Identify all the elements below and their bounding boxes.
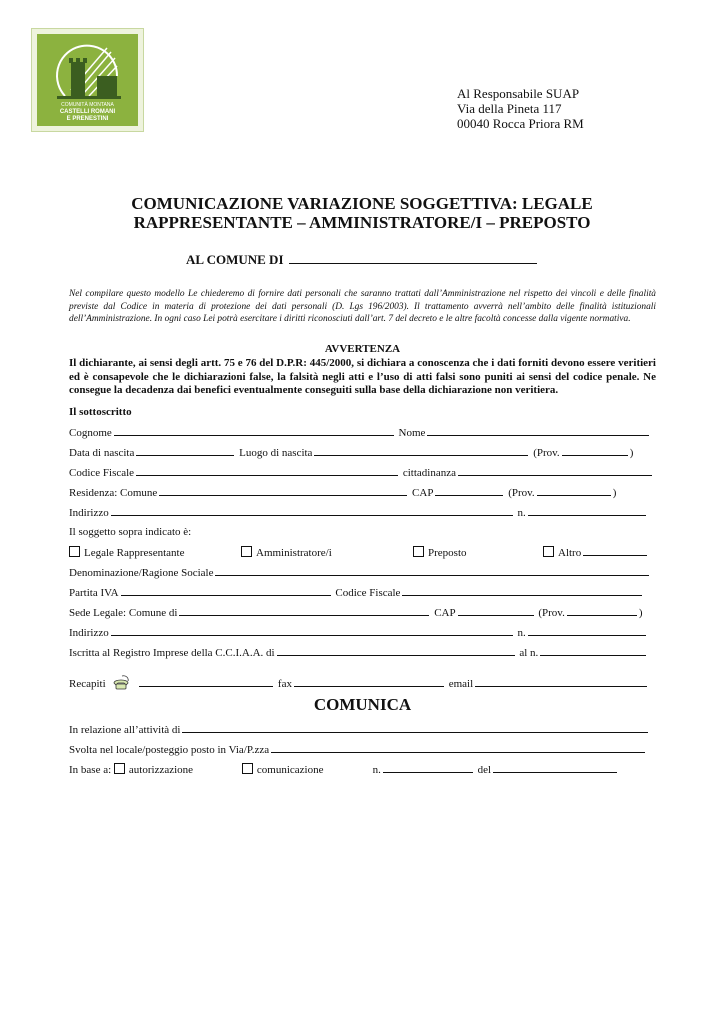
sede-prov-input[interactable] bbox=[567, 606, 637, 616]
row-recapiti bbox=[69, 674, 649, 690]
cciaa-input[interactable] bbox=[277, 646, 515, 656]
recipient-line2: Via della Pineta 117 bbox=[457, 101, 562, 116]
row-denominazione bbox=[69, 566, 651, 579]
partita-iva-input[interactable] bbox=[121, 586, 331, 596]
checkbox-comunicazione[interactable] bbox=[242, 763, 253, 774]
row-sede-indirizzo bbox=[69, 626, 648, 639]
data-nascita-label: Data di nascita bbox=[69, 447, 135, 459]
option-comunicazione[interactable] bbox=[242, 763, 370, 776]
codice-fiscale-input[interactable] bbox=[136, 466, 398, 476]
recipient-line1: Al Responsabile SUAP bbox=[457, 86, 580, 101]
nome-label: Nome bbox=[398, 427, 426, 439]
avvertenza-title: AVVERTENZA bbox=[324, 343, 401, 355]
row-ruolo-options bbox=[69, 546, 649, 559]
option-legale[interactable] bbox=[69, 546, 241, 559]
nome-input[interactable] bbox=[427, 426, 649, 436]
option-comunicazione-label: comunicazione bbox=[256, 764, 324, 776]
row-iscrizione bbox=[69, 646, 648, 659]
sede-legale-label: Sede Legale: Comune di bbox=[69, 607, 178, 619]
prov-label: (Prov. bbox=[533, 447, 560, 459]
sede-prov-label: (Prov. bbox=[538, 607, 565, 619]
residenza-cap-input[interactable] bbox=[435, 486, 503, 496]
option-preposto-label: Preposto bbox=[428, 547, 467, 559]
row-partita-iva bbox=[69, 586, 644, 599]
locale-input[interactable] bbox=[271, 743, 645, 753]
prov-close: ) bbox=[629, 447, 634, 459]
row-nascita bbox=[69, 446, 633, 459]
option-altro[interactable] bbox=[543, 547, 649, 559]
row-residenza bbox=[69, 486, 616, 499]
denominazione-input[interactable] bbox=[215, 566, 649, 576]
option-preposto[interactable] bbox=[413, 546, 543, 559]
sede-cap-input[interactable] bbox=[458, 606, 534, 616]
prov-nascita-input[interactable] bbox=[562, 446, 628, 456]
recipient-line3: 00040 Rocca Priora RM bbox=[457, 116, 584, 131]
sottoscritto-heading: Il sottoscritto bbox=[69, 406, 132, 418]
atto-numero-label: n. bbox=[372, 764, 381, 776]
codice-fiscale-impresa-input[interactable] bbox=[402, 586, 642, 596]
in-base-label: In base a: bbox=[69, 764, 112, 776]
atto-numero-input[interactable] bbox=[383, 763, 473, 773]
prov-close: ) bbox=[638, 607, 643, 619]
logo-text-line1: COMUNITÀ MONTANA bbox=[61, 102, 114, 108]
soggetto-label: Il soggetto sopra indicato è: bbox=[69, 526, 192, 538]
row-codice-fiscale bbox=[69, 466, 654, 479]
denominazione-label: Denominazione/Ragione Sociale bbox=[69, 567, 214, 579]
row-sede-legale bbox=[69, 606, 643, 619]
avvertenza-text: Il dichiarante, ai sensi degli artt. 75 e 76 del D.P.R: 445/2000, si dichiara a conoscenza che i dati forniti devono essere veritieri ed è consapevole che le dichiarazioni false, la falsità negli atti e l’uso di atti falsi sono puniti ai sensi del codice penale. Ne consegue la decadenza dai benefici eventualmente conseguiti sulla base della dichiarazione non veritiera. bbox=[69, 357, 656, 396]
attivita-input[interactable] bbox=[182, 723, 648, 733]
attivita-label: In relazione all’attività di bbox=[69, 724, 181, 736]
cittadinanza-label: cittadinanza bbox=[402, 467, 456, 479]
comune-field[interactable] bbox=[186, 252, 539, 268]
atto-data-label: del bbox=[477, 764, 492, 776]
option-autorizzazione-label: autorizzazione bbox=[128, 764, 194, 776]
al-n-label: al n. bbox=[519, 647, 539, 659]
prov-label: (Prov. bbox=[508, 487, 535, 499]
logo-panel bbox=[37, 34, 138, 126]
data-nascita-input[interactable] bbox=[136, 446, 234, 456]
row-cognome-nome bbox=[69, 426, 651, 439]
cittadinanza-input[interactable] bbox=[458, 466, 652, 476]
sede-cap-label: CAP bbox=[434, 607, 456, 619]
option-amministratore[interactable] bbox=[241, 546, 413, 559]
email-label: email bbox=[448, 678, 474, 690]
checkbox-legale[interactable] bbox=[69, 546, 80, 557]
logo-text-line2: CASTELLI ROMANI bbox=[59, 109, 116, 115]
option-legale-label: Legale Rappresentante bbox=[84, 547, 185, 559]
comune-label: AL COMUNE DI bbox=[186, 252, 284, 267]
checkbox-autorizzazione[interactable] bbox=[114, 763, 125, 774]
cognome-label: Cognome bbox=[69, 427, 112, 439]
option-altro-label: Altro bbox=[558, 547, 582, 559]
sede-indirizzo-input[interactable] bbox=[111, 626, 513, 636]
luogo-nascita-label: Luogo di nascita bbox=[239, 447, 313, 459]
option-autorizzazione[interactable] bbox=[114, 763, 242, 776]
indirizzo-label: Indirizzo bbox=[69, 507, 109, 519]
row-in-base bbox=[69, 763, 619, 776]
telephone-icon bbox=[112, 674, 130, 690]
email-input[interactable] bbox=[475, 677, 647, 687]
iscritta-label: Iscritta al Registro Imprese della C.C.I.A.A. di bbox=[69, 647, 275, 659]
checkbox-altro[interactable] bbox=[543, 546, 554, 557]
residenza-label: Residenza: Comune bbox=[69, 487, 158, 499]
cap-label: CAP bbox=[412, 487, 434, 499]
fax-label: fax bbox=[277, 678, 292, 690]
document-title-line1: COMUNICAZIONE VARIAZIONE SOGGETTIVA: LEGALE bbox=[131, 194, 593, 213]
checkbox-preposto[interactable] bbox=[413, 546, 424, 557]
row-locale bbox=[69, 743, 647, 756]
cognome-input[interactable] bbox=[114, 426, 394, 436]
recapiti-label: Recapiti bbox=[69, 678, 106, 690]
residenza-comune-input[interactable] bbox=[159, 486, 407, 496]
sede-numero-label: n. bbox=[517, 627, 526, 639]
checkbox-amministratore[interactable] bbox=[241, 546, 252, 557]
comune-line[interactable] bbox=[289, 254, 537, 264]
iscrizione-numero-input[interactable] bbox=[540, 646, 646, 656]
fax-input[interactable] bbox=[294, 677, 444, 687]
locale-label: Svolta nel locale/posteggio posto in Via/P.zza bbox=[69, 744, 270, 756]
partita-iva-label: Partita IVA bbox=[69, 587, 119, 599]
prov-close: ) bbox=[612, 487, 617, 499]
document-title-line2: RAPPRESENTANTE – AMMINISTRATORE/I – PREPOSTO bbox=[133, 213, 591, 232]
row-indirizzo bbox=[69, 506, 648, 519]
indirizzo-input[interactable] bbox=[111, 506, 513, 516]
row-attivita bbox=[69, 723, 650, 736]
tower-emblem-icon bbox=[37, 36, 138, 102]
logo bbox=[31, 28, 144, 132]
logo-text-line3: E PRENESTINI bbox=[66, 116, 109, 122]
atto-data-input[interactable] bbox=[493, 763, 617, 773]
sede-numero-input[interactable] bbox=[528, 626, 646, 636]
altro-input[interactable] bbox=[583, 546, 647, 556]
option-amministratore-label: Amministratore/i bbox=[256, 547, 332, 559]
residenza-prov-input[interactable] bbox=[537, 486, 611, 496]
codice-fiscale-impresa-label: Codice Fiscale bbox=[335, 587, 401, 599]
privacy-notice: Nel compilare questo modello Le chiederemo di fornire dati personali che saranno trattati dall’Amministrazione nel rispetto dei vincoli e delle finalità previste dal Codice in materia di protezione dei dati personali (D. Lgs 196/2003). Il trattamento avverrà nell’ambito delle finalità istituzionali dell’Amministrazione. In ogni caso Lei potrà esercitare i diritti riconosciuti dall’art. 7 del decreto e le altre facoltà concesse dalla vigente normativa. bbox=[69, 289, 656, 324]
sede-indirizzo-label: Indirizzo bbox=[69, 627, 109, 639]
sede-comune-input[interactable] bbox=[179, 606, 429, 616]
numero-label: n. bbox=[517, 507, 526, 519]
luogo-nascita-input[interactable] bbox=[314, 446, 528, 456]
comunica-heading: COMUNICA bbox=[313, 695, 412, 714]
recapiti-telefono-input[interactable] bbox=[139, 677, 273, 687]
codice-fiscale-label: Codice Fiscale bbox=[69, 467, 135, 479]
numero-input[interactable] bbox=[528, 506, 646, 516]
